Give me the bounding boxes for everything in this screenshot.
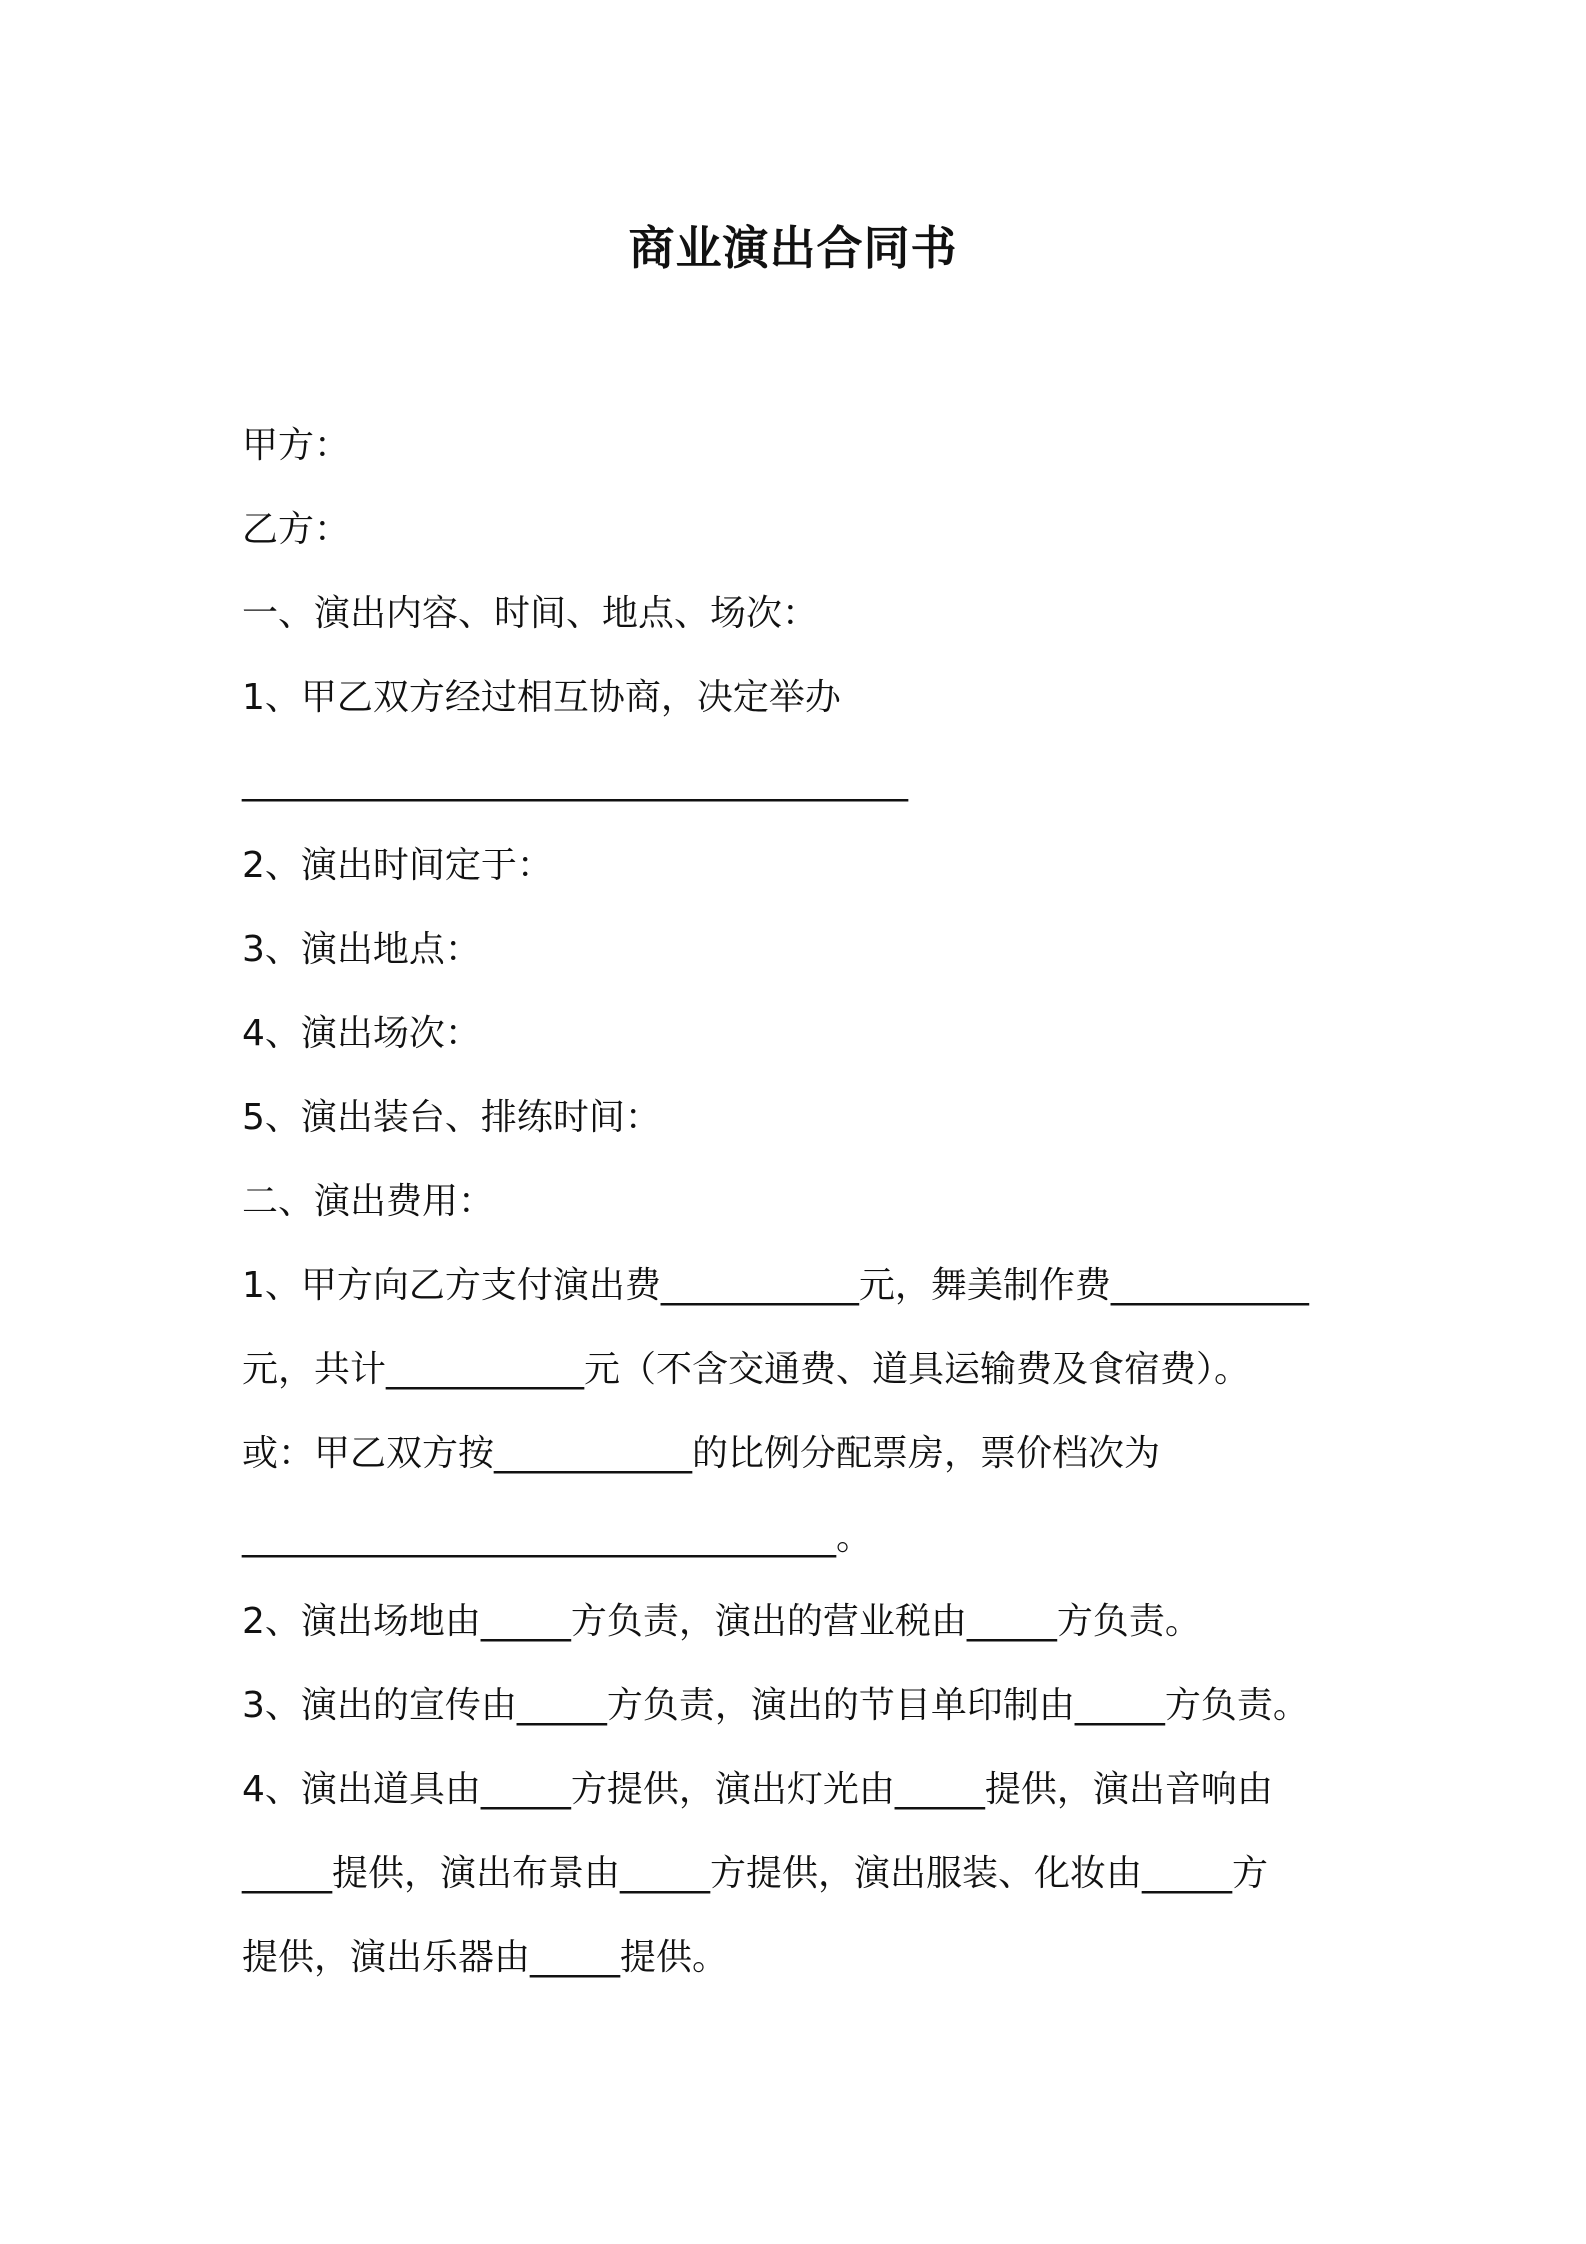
clause-2-4-line-3: 提供，演出乐器由_____提供。 (242, 1937, 729, 1978)
clause-1-2: 2、演出时间定于： (242, 845, 553, 886)
clause-1-4: 4、演出场次： (242, 1013, 481, 1054)
section-2-heading: 二、演出费用： (242, 1181, 495, 1222)
clause-2-1-line-1: 1、甲方向乙方支付演出费___________元，舞美制作费___________ (242, 1265, 1309, 1306)
clause-2-4-line-1: 4、演出道具由_____方提供，演出灯光由_____提供，演出音响由 (242, 1769, 1273, 1810)
clause-2-1-alt-line-2: _________________________________。 (242, 1517, 872, 1558)
document-body (242, 404, 1362, 2000)
clause-2-4-line-2: _____提供，演出布景由_____方提供，演出服装、化妆由_____方 (242, 1853, 1269, 1894)
document-title: 商业演出合同书 (628, 221, 958, 275)
clause-1-1: 1、甲乙双方经过相互协商，决定举办 (242, 677, 841, 718)
clause-2-1-line-2: 元，共计___________元（不含交通费、道具运输费及食宿费）。 (242, 1349, 1251, 1390)
party-b-line: 乙方： (242, 509, 351, 550)
clause-1-3: 3、演出地点： (242, 929, 481, 970)
clause-2-1-alt-line-1: 或：甲乙双方按___________的比例分配票房，票价档次为 (242, 1433, 1161, 1474)
clause-2-2: 2、演出场地由_____方负责，演出的营业税由_____方负责。 (242, 1601, 1201, 1642)
clause-2-3: 3、演出的宣传由_____方负责，演出的节目单印制由_____方负责。 (242, 1685, 1309, 1726)
clause-1-5: 5、演出装台、排练时间： (242, 1097, 661, 1138)
party-a-line: 甲方： (242, 425, 351, 466)
blank-line: _____________________________________ (242, 761, 908, 802)
section-1-heading: 一、演出内容、时间、地点、场次： (242, 593, 819, 634)
